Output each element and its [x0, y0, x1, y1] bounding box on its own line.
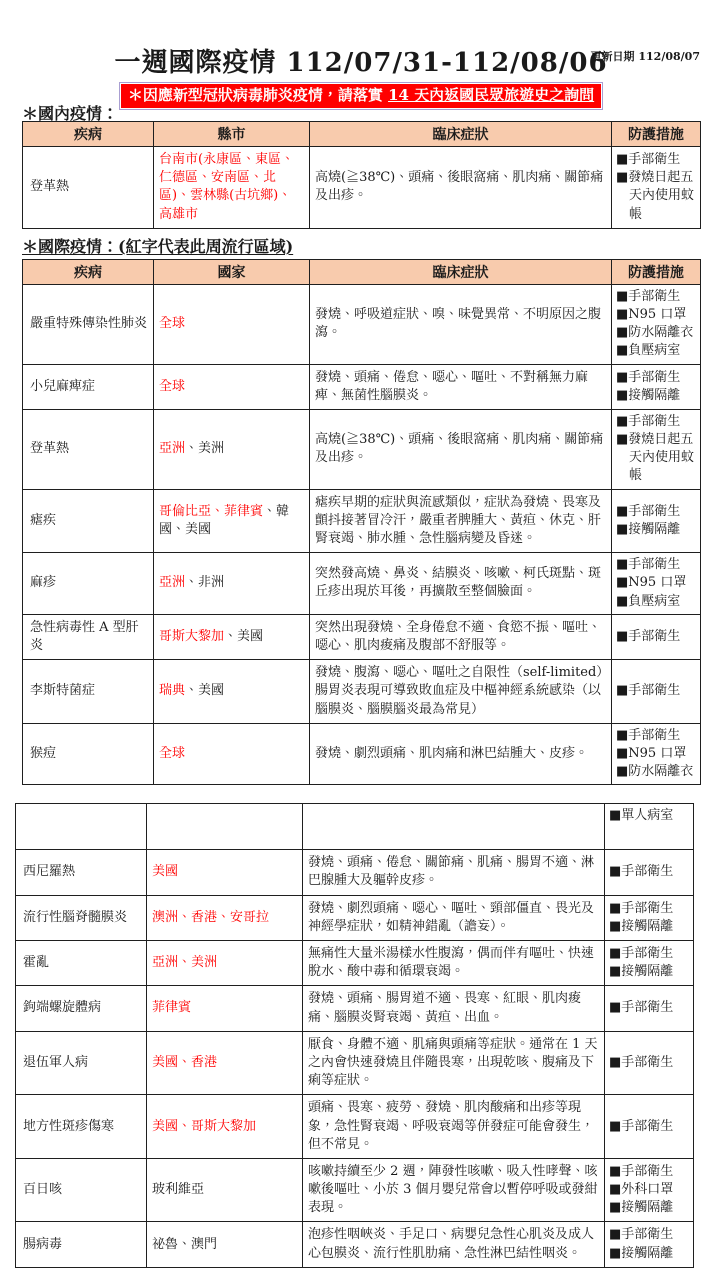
region-text-epidemic: 美國、哥斯大黎加 — [152, 1118, 257, 1134]
disease-cell: 霍亂 — [16, 941, 147, 986]
measures-cell — [612, 489, 701, 553]
table-row — [23, 489, 701, 553]
measure-item: ■手部衛生 — [616, 683, 681, 699]
regions-cell — [147, 895, 303, 940]
symptoms-cell: 發燒、腹瀉、噁心、嘔吐之自限性（self-limited）腸胃炎表現可導致敗血症及中樞神經系統感染（以腦膜炎、腦膜腦炎最為常見） — [310, 660, 612, 724]
measures-cell — [605, 895, 694, 940]
region-text-epidemic: 澳洲、香港、安哥拉 — [152, 909, 270, 925]
col-header-measures: 防護措施 — [612, 122, 701, 147]
measure-item: ■手部衛生 — [616, 288, 681, 304]
disease-cell: 腸病毒 — [16, 1222, 147, 1267]
regions-cell — [147, 941, 303, 986]
table-row — [16, 850, 694, 895]
measures-cell — [605, 804, 694, 850]
symptoms-cell: 發燒、頭痛、倦怠、噁心、嘔吐、不對稱無力麻痺、無菌性腦膜炎。 — [310, 364, 612, 409]
region-text-epidemic: 亞洲、美洲 — [152, 955, 218, 971]
measure-item: ■手部衛生 — [609, 1163, 674, 1179]
region-text-epidemic: 哥斯大黎加 — [159, 628, 225, 644]
table-row — [16, 986, 694, 1031]
table-row — [23, 553, 701, 615]
table-row — [16, 941, 694, 986]
measure-item: ■手部衛生 — [609, 1000, 674, 1016]
table-header-row — [23, 259, 701, 284]
measures-cell — [612, 614, 701, 659]
table-row — [23, 723, 701, 785]
region-text: 玻利維亞 — [152, 1182, 205, 1198]
measure-item: ■防水隔離衣 — [616, 764, 694, 780]
measure-item: ■N95 口罩 — [616, 306, 687, 322]
regions-cell — [154, 614, 310, 659]
measures-cell — [605, 850, 694, 895]
measure-item: ■接觸隔離 — [616, 387, 681, 403]
measure-item: ■N95 口罩 — [616, 745, 687, 761]
table-row — [16, 804, 694, 850]
col-header-disease: 疾病 — [23, 259, 154, 284]
table-row — [23, 364, 701, 409]
measures-cell — [612, 553, 701, 615]
disease-cell: 流行性腦脊髓膜炎 — [16, 895, 147, 940]
table-row — [16, 1158, 694, 1222]
measure-item: ■手部衛生 — [609, 1227, 674, 1243]
regions-cell — [154, 660, 310, 724]
measure-item: ■發燒日起五天內使用蚊帳 — [616, 432, 695, 484]
symptoms-cell: 頭痛、畏寒、疲勞、發燒、肌肉酸痛和出疹等現象，急性腎衰竭、呼吸衰竭等併發症可能會發生，但不常見。 — [303, 1095, 605, 1159]
covid-notice-banner — [120, 83, 602, 109]
regions-cell — [147, 1095, 303, 1159]
regions-cell — [147, 804, 303, 850]
disease-cell: 瘧疾 — [23, 489, 154, 553]
region-text: 、美洲 — [185, 441, 225, 457]
disease-cell: 退伍軍人病 — [16, 1031, 147, 1095]
banner-row — [22, 83, 700, 121]
table-row — [16, 1095, 694, 1159]
measures-cell — [605, 941, 694, 986]
international-section-label — [22, 234, 293, 257]
symptoms-cell: 發燒、頭痛、腸胃道不適、畏寒、紅眼、肌肉痠痛、腦膜炎腎衰竭、黃疸、出血。 — [303, 986, 605, 1031]
region-text: 、非洲 — [185, 575, 225, 591]
measures-cell — [605, 1095, 694, 1159]
region-text-epidemic: 全球 — [159, 316, 186, 332]
table-row — [23, 660, 701, 724]
col-header-measures: 防護措施 — [612, 259, 701, 284]
col-header-county: 縣市 — [154, 122, 310, 147]
region-text-epidemic: 美國 — [152, 864, 179, 880]
region-text-epidemic: 台南市(永康區、東區、仁德區、安南區、北區)、雲林縣(古坑鄉)、高雄市 — [159, 152, 295, 222]
symptoms-cell: 高燒(≧38℃)、頭痛、後眼窩痛、肌肉痛、關節痛及出疹。 — [310, 409, 612, 489]
disease-cell — [16, 804, 147, 850]
disease-cell: 小兒麻痺症 — [23, 364, 154, 409]
col-header-country: 國家 — [154, 259, 310, 284]
measure-item: ■手部衛生 — [616, 503, 681, 519]
col-header-symptoms: 臨床症狀 — [310, 259, 612, 284]
measure-item: ■手部衛生 — [616, 413, 681, 429]
bottom-whitespace — [22, 1268, 700, 1269]
regions-cell — [147, 1031, 303, 1095]
symptoms-cell: 發燒、劇烈頭痛、肌肉痛和淋巴結腫大、皮疹。 — [310, 723, 612, 785]
region-text-epidemic: 亞洲 — [159, 441, 186, 457]
regions-cell — [154, 489, 310, 553]
region-text: 祕魯、澳門 — [152, 1236, 218, 1252]
table-header-row — [23, 122, 701, 147]
disease-cell: 李斯特菌症 — [23, 660, 154, 724]
disease-cell: 西尼羅熱 — [16, 850, 147, 895]
symptoms-cell — [303, 804, 605, 850]
measure-item: ■手部衛生 — [609, 946, 674, 961]
banner-text: ＊因應新型冠狀病毒肺炎疫情，請落實 — [127, 86, 389, 104]
international-epidemic-table-continued — [15, 803, 694, 1268]
measures-cell — [612, 409, 701, 489]
symptoms-cell: 厭食、身體不適、肌痛與頭痛等症狀。通常在 1 天之內會快速發燒且伴隨畏寒，出現乾咳、腹痛及下痢等症狀。 — [303, 1031, 605, 1095]
symptoms-cell: 瘧疾早期的症狀與流感類似，症狀為發燒、畏寒及顫抖接著冒冷汗，嚴重者脾腫大、黃疸、休克、肝腎衰竭、肺水腫、急性腦病變及昏迷。 — [310, 489, 612, 553]
measures-cell — [605, 1031, 694, 1095]
regions-cell — [147, 986, 303, 1031]
region-text-epidemic: 瑞典 — [159, 683, 186, 699]
international-label-note: (紅字代表此周流行區域) — [118, 236, 294, 256]
table-row — [16, 1222, 694, 1267]
regions-cell — [147, 850, 303, 895]
symptoms-cell: 無痛性大量米湯樣水性腹瀉，偶而伴有嘔吐、快速脫水、酸中毒和循環衰竭。 — [303, 941, 605, 986]
regions-cell — [154, 553, 310, 615]
region-text: 、美國 — [224, 628, 264, 644]
measure-item: ■發燒日起五天內使用蚊帳 — [616, 170, 695, 222]
region-text-epidemic: 全球 — [159, 378, 186, 394]
update-date: 更新日期 112/08/07 — [590, 50, 700, 63]
table-row — [23, 409, 701, 489]
region-text-epidemic: 全球 — [159, 745, 186, 761]
symptoms-cell: 泡疹性咽峽炎、手足口、病嬰兒急性心肌炎及成人心包膜炎、流行性肌肋痛、急性淋巴結性咽炎。 — [303, 1222, 605, 1267]
measures-cell — [612, 284, 701, 364]
measure-item: ■外科口罩 — [609, 1182, 674, 1198]
disease-cell: 地方性斑疹傷寒 — [16, 1095, 147, 1159]
measure-item: ■手部衛生 — [616, 152, 681, 167]
measure-item: ■手部衛生 — [609, 900, 674, 916]
regions-cell — [147, 1222, 303, 1267]
regions-cell — [154, 284, 310, 364]
regions-cell — [154, 723, 310, 785]
measure-item: ■手部衛生 — [616, 369, 681, 385]
measure-item: ■手部衛生 — [609, 864, 674, 880]
measure-item: ■負壓病室 — [616, 593, 681, 609]
disease-cell: 鉤端螺旋體病 — [16, 986, 147, 1031]
region-text-epidemic: 哥倫比亞、菲律賓 — [159, 503, 264, 519]
disease-cell: 百日咳 — [16, 1158, 147, 1222]
measure-item: ■接觸隔離 — [609, 918, 674, 934]
measure-item: ■單人病室 — [609, 808, 674, 824]
table-row — [16, 895, 694, 940]
banner-underlined-text: 14 天內返國民眾旅遊史之詢問 — [388, 86, 595, 104]
regions-cell — [154, 147, 310, 229]
measures-cell — [612, 147, 701, 229]
page-title: 一週國際疫情 112/07/31-112/08/06 — [114, 48, 608, 78]
international-epidemic-table — [22, 259, 701, 786]
measure-item: ■負壓病室 — [616, 343, 681, 359]
disease-cell: 嚴重特殊傳染性肺炎 — [23, 284, 154, 364]
measure-item: ■手部衛生 — [609, 1118, 674, 1134]
measures-cell — [612, 723, 701, 785]
disease-cell: 登革熱 — [23, 147, 154, 229]
region-text: 、美國 — [185, 683, 225, 699]
region-text-epidemic: 美國、香港 — [152, 1054, 218, 1070]
measure-item: ■接觸隔離 — [609, 964, 674, 980]
symptoms-cell: 高燒(≧38℃)、頭痛、後眼窩痛、肌肉痛、關節痛及出疹。 — [310, 147, 612, 229]
measures-cell — [612, 660, 701, 724]
region-text: 、韓國、美國 — [159, 503, 290, 537]
measure-item: ■接觸隔離 — [609, 1200, 674, 1216]
table-row — [23, 614, 701, 659]
disease-cell: 麻疹 — [23, 553, 154, 615]
measure-item: ■手部衛生 — [609, 1054, 674, 1070]
table-row — [16, 1031, 694, 1095]
table-row — [23, 284, 701, 364]
symptoms-cell: 發燒、呼吸道症狀、嗅、味覺異常、不明原因之腹瀉。 — [310, 284, 612, 364]
international-label-text: ＊國際疫情： — [22, 236, 119, 256]
col-header-symptoms: 臨床症狀 — [310, 122, 612, 147]
measures-cell — [605, 1222, 694, 1267]
measures-cell — [612, 364, 701, 409]
measure-item: ■防水隔離衣 — [616, 325, 694, 341]
measure-item: ■接觸隔離 — [616, 521, 681, 537]
symptoms-cell: 發燒、頭痛、倦怠、關節痛、肌痛、腸胃不適、淋巴腺腫大及軀幹皮疹。 — [303, 850, 605, 895]
symptoms-cell: 突然發高燒、鼻炎、結膜炎、咳嗽、柯氏斑點、斑丘疹出現於耳後，再擴散至整個臉面。 — [310, 553, 612, 615]
regions-cell — [154, 364, 310, 409]
domestic-epidemic-table — [22, 121, 701, 229]
regions-cell — [147, 1158, 303, 1222]
document-header — [22, 0, 700, 79]
table-row — [23, 147, 701, 229]
region-text-epidemic: 亞洲 — [159, 575, 186, 591]
measure-item: ■N95 口罩 — [616, 575, 687, 591]
measure-item: ■手部衛生 — [616, 727, 681, 743]
regions-cell — [154, 409, 310, 489]
symptoms-cell: 突然出現發燒、全身倦怠不適、食慾不振、嘔吐、噁心、肌肉痠痛及腹部不舒服等。 — [310, 614, 612, 659]
col-header-disease: 疾病 — [23, 122, 154, 147]
symptoms-cell: 咳嗽持續至少 2 週，陣發性咳嗽、吸入性哮聲、咳嗽後嘔吐、小於 3 個月嬰兒常會以暫停呼吸或發紺表現。 — [303, 1158, 605, 1222]
measures-cell — [605, 986, 694, 1031]
disease-cell: 登革熱 — [23, 409, 154, 489]
symptoms-cell: 發燒、劇烈頭痛、噁心、嘔吐、頸部僵直、畏光及神經學症狀，如精神錯亂（譫妄）。 — [303, 895, 605, 940]
disease-cell: 急性病毒性 A 型肝炎 — [23, 614, 154, 659]
measure-item: ■手部衛生 — [616, 557, 681, 573]
measures-cell — [605, 1158, 694, 1222]
domestic-section-label: ＊國內疫情： — [22, 104, 119, 123]
region-text-epidemic: 菲律賓 — [152, 1000, 192, 1016]
measure-item: ■手部衛生 — [616, 628, 681, 644]
measure-item: ■接觸隔離 — [609, 1245, 674, 1261]
disease-cell: 猴痘 — [23, 723, 154, 785]
